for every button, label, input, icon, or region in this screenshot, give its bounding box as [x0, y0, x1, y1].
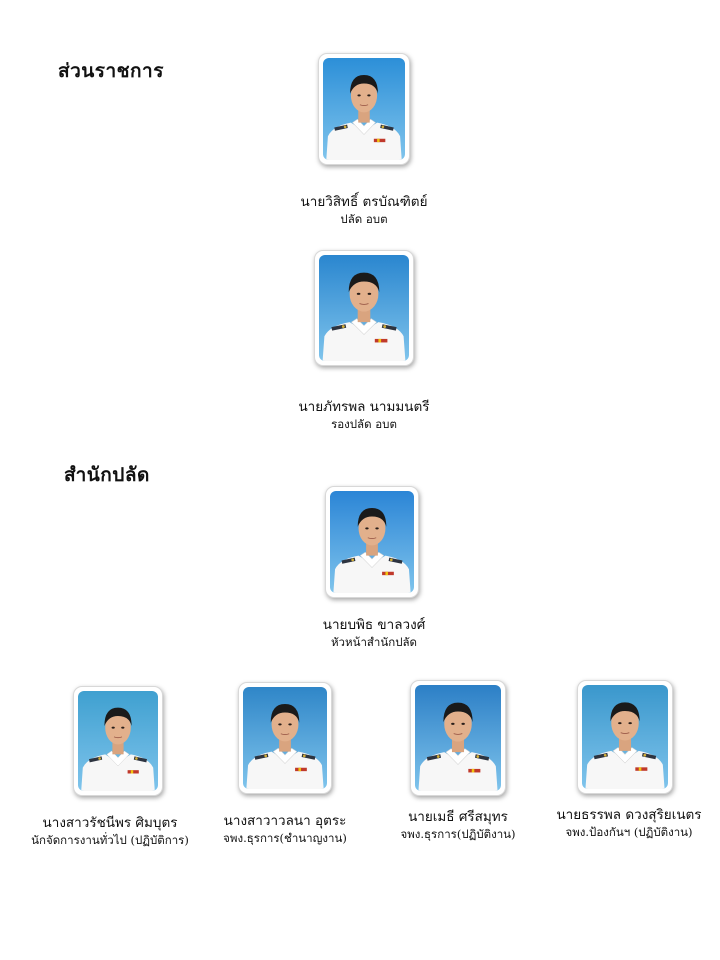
- person-name: นางสาวาวลนา อุตระ: [223, 813, 347, 829]
- person-position: จพง.ธุรการ(ปฏิบัติงาน): [400, 827, 516, 841]
- portrait-image: [243, 687, 327, 789]
- person-position: หัวหน้าสำนักปลัด: [330, 635, 418, 649]
- person-caption: [540, 806, 718, 840]
- portrait-image: [330, 491, 414, 593]
- person-position: จพง.ป้องกันฯ (ปฏิบัติงาน): [565, 825, 693, 839]
- portrait-photo: [314, 250, 414, 366]
- person-caption: [274, 616, 474, 650]
- person-name: นายธรรพล ดวงสุริยเนตร: [556, 807, 702, 823]
- portrait-photo: [238, 682, 332, 794]
- person-caption: [18, 814, 202, 848]
- person-caption: [264, 398, 464, 432]
- person-position: จพง.ธุรการ(ชำนาญงาน): [223, 831, 347, 845]
- portrait-image: [323, 58, 405, 160]
- person-caption: [264, 193, 464, 227]
- person-position: นักจัดการงานทั่วไป (ปฏิบัติการ): [31, 833, 189, 847]
- person-name: นายวิสิทธิ์ ตรบัณฑิตย์: [300, 194, 428, 210]
- portrait-photo: [577, 680, 673, 794]
- portrait-image: [319, 255, 409, 361]
- person-caption: [200, 812, 370, 846]
- portrait-photo: [325, 486, 419, 598]
- section-title-office: สำนักปลัด: [64, 464, 150, 486]
- portrait-image: [78, 691, 158, 791]
- portrait-photo: [410, 680, 506, 796]
- person-name: นายเมธี ศรีสมุทร: [408, 809, 508, 825]
- portrait-photo: [318, 53, 410, 165]
- person-name: นางสาวรัชนีพร ศิมบุตร: [42, 815, 178, 831]
- portrait-image: [582, 685, 668, 789]
- person-name: นายภัทรพล นามมนตรี: [298, 399, 430, 415]
- person-name: นายบพิธ ขาลวงศ์: [322, 617, 426, 633]
- person-position: รองปลัด อบต: [331, 417, 397, 431]
- person-position: ปลัด อบต: [340, 212, 388, 226]
- section-title-government: ส่วนราชการ: [58, 60, 164, 82]
- person-caption: [378, 808, 538, 842]
- portrait-photo: [73, 686, 163, 796]
- portrait-image: [415, 685, 501, 791]
